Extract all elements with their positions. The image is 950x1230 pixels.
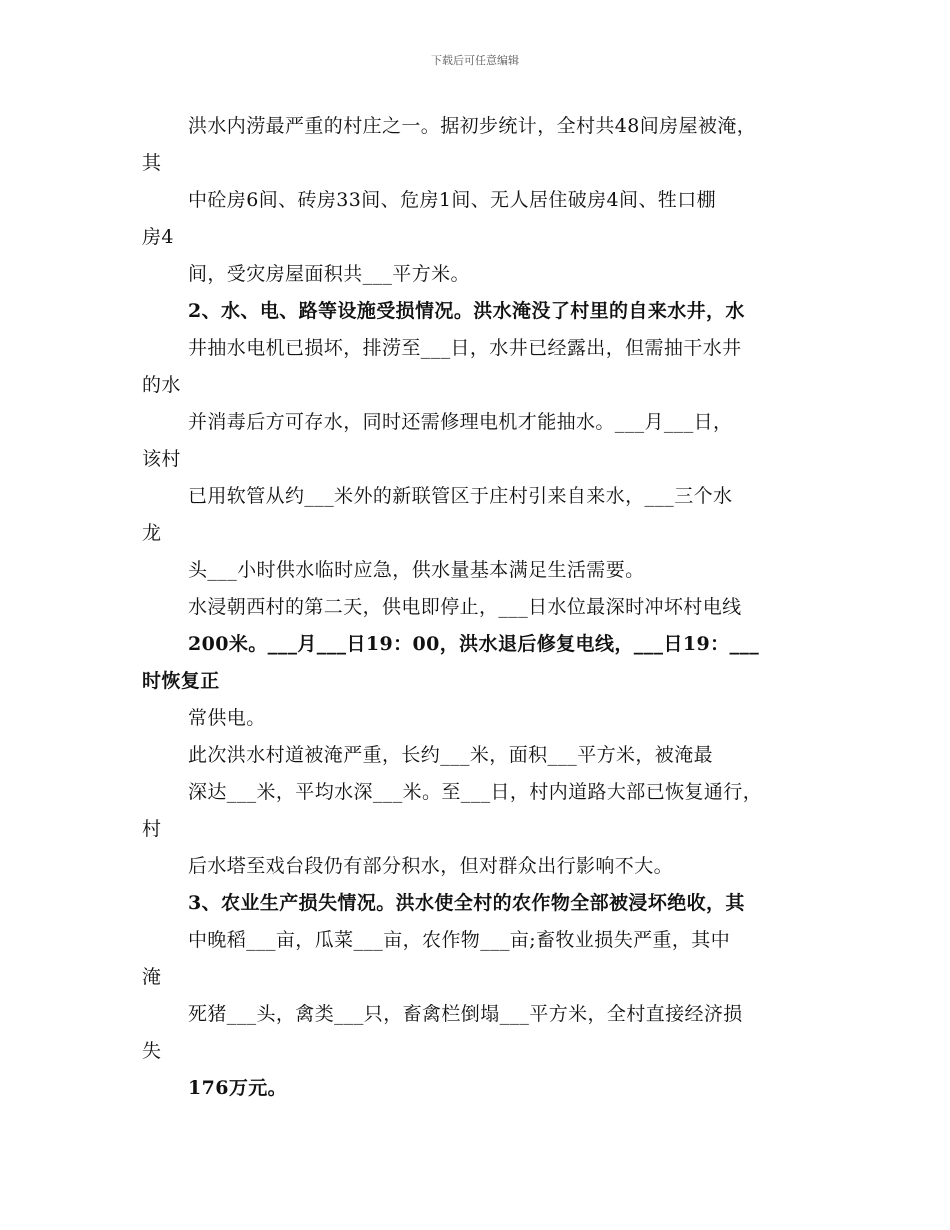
text-line: 头___小时供水临时应急，供水量基本满足生活需要。 — [188, 559, 645, 581]
document-body — [142, 108, 822, 1107]
text-line: 失 — [142, 1040, 162, 1062]
text-line: 井抽水电机已损坏，排涝至___日，水井已经露出，但需抽干水井 — [188, 337, 742, 359]
text-line: 间，受灾房屋面积共___平方米。 — [188, 263, 470, 285]
text-line: 中砼房6间、砖房33间、危房1间、无人居住破房4间、牲口棚 — [188, 189, 717, 211]
text-line: 水浸朝西村的第二天，供电即停止，___日水位最深时冲坏村电线 — [188, 596, 742, 618]
text-line: 房4 — [142, 226, 174, 248]
text-line: 176万元。 — [188, 1077, 288, 1099]
text-line: 此次洪水村道被淹严重，长约___米，面积___平方米，被淹最 — [188, 744, 714, 766]
text-line: 龙 — [142, 522, 162, 544]
text-line: 的水 — [142, 374, 181, 396]
text-line: 中晚稻___亩，瓜菜___亩，农作物___亩;畜牧业损失严重，其中 — [188, 929, 731, 951]
text-line: 时恢复正 — [142, 670, 220, 692]
page-header: 下载后可任意编辑 — [431, 54, 519, 67]
text-line: 3、农业生产损失情况。洪水使全村的农作物全部被浸坏绝收，其 — [188, 892, 745, 914]
text-line: 村 — [142, 818, 162, 840]
text-line: 洪水内涝最严重的村庄之一。据初步统计，全村共48间房屋被淹， — [188, 115, 757, 137]
text-line: 该村 — [142, 448, 181, 470]
text-line: 常供电。 — [188, 707, 266, 729]
text-line: 200米。___月___日19：00，洪水退后修复电线，___日19：___ — [188, 633, 760, 655]
text-line: 死猪___头，禽类___只，畜禽栏倒塌___平方米，全村直接经济损 — [188, 1003, 743, 1025]
text-line: 深达___米，平均水深___米。至___日，村内道路大部已恢复通行， — [188, 781, 763, 803]
text-line: 并消毒后方可存水，同时还需修理电机才能抽水。___月___日， — [188, 411, 733, 433]
text-line: 其 — [142, 152, 162, 174]
text-line: 2、水、电、路等设施受损情况。洪水淹没了村里的自来水井，水 — [188, 300, 745, 322]
text-line: 后水塔至戏台段仍有部分积水，但对群众出行影响不大。 — [188, 855, 674, 877]
text-line: 已用软管从约___米外的新联管区于庄村引来自来水，___三个水 — [188, 485, 733, 507]
text-line: 淹 — [142, 966, 162, 988]
